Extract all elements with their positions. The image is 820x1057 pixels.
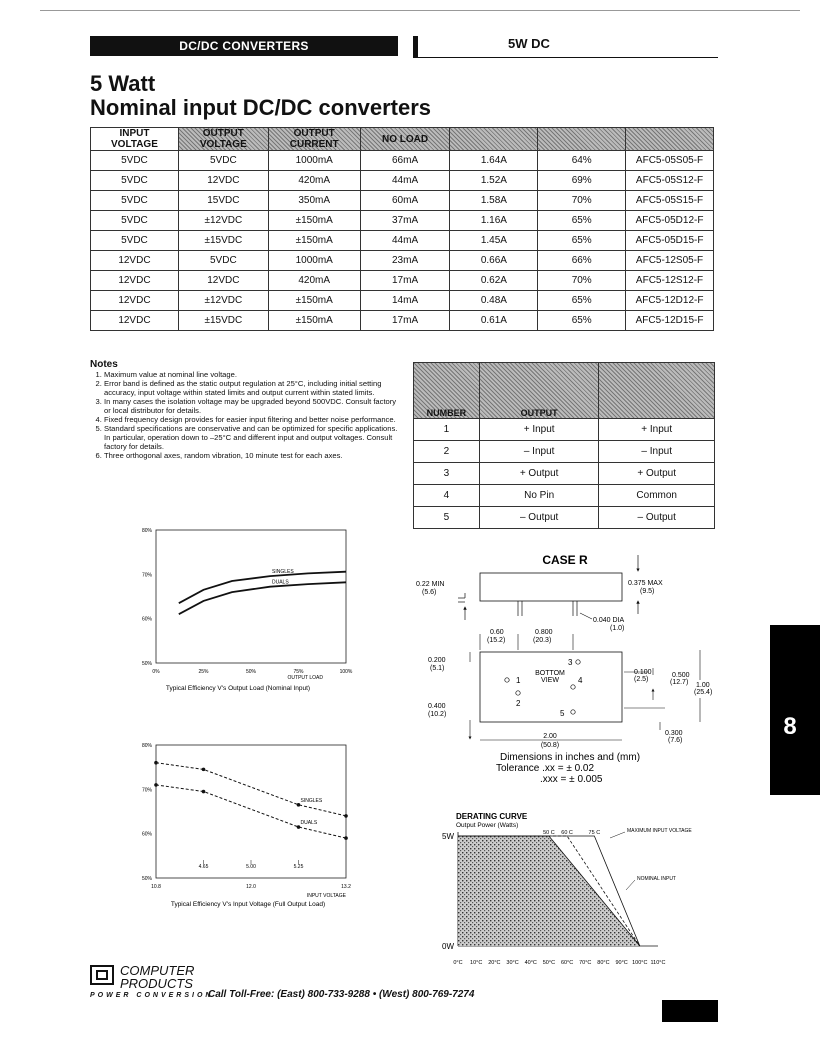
- top-temp-label: 75 C: [588, 830, 601, 836]
- table-cell: 64%: [538, 151, 626, 171]
- table-cell: 12VDC: [91, 251, 179, 271]
- table-cell: 1.64A: [450, 151, 538, 171]
- table-cell: AFC5-05S12-F: [626, 171, 714, 191]
- table-row: [414, 485, 715, 507]
- table-cell: 420mA: [268, 271, 360, 291]
- col-header-no-load: NO LOAD: [360, 128, 450, 151]
- tolerance-line-1: Tolerance .xx = ± 0.02: [496, 763, 595, 774]
- product-header: 5W DC: [508, 36, 550, 51]
- dim-0375-mm: (9.5): [640, 588, 655, 595]
- y-tick-label: 50%: [141, 876, 152, 882]
- table-cell: 1.16A: [450, 211, 538, 231]
- table-cell: AFC5-05S05-F: [626, 151, 714, 171]
- table-cell: 1.52A: [450, 171, 538, 191]
- section-header: DC/DC CONVERTERS: [90, 36, 398, 56]
- x-tick-label: 25%: [198, 669, 209, 675]
- table-cell: 65%: [538, 231, 626, 251]
- series-line-duals: [156, 785, 346, 838]
- table-cell: 12VDC: [178, 271, 268, 291]
- table-cell: 44mA: [360, 231, 450, 251]
- case-side-view: [480, 573, 622, 601]
- table-cell: AFC5-05D15-F: [626, 231, 714, 251]
- y-tick-label: 50%: [141, 661, 152, 667]
- bottom-label: BOTTOM: [535, 670, 565, 677]
- case-bottom-view: [480, 652, 622, 722]
- table-cell: 65%: [538, 211, 626, 231]
- table-row: [91, 291, 714, 311]
- table-cell: AFC5-05S15-F: [626, 191, 714, 211]
- table-cell: 69%: [538, 171, 626, 191]
- y-tick-label: 80%: [141, 528, 152, 534]
- pin-number-1: 1: [516, 676, 521, 685]
- side-tab-number: 8: [783, 713, 797, 740]
- dim-0800: 0.800: [535, 629, 553, 636]
- table-cell: – Input: [479, 441, 599, 463]
- x-tick-label: 20°C: [488, 960, 501, 966]
- y-tick-label: 70%: [141, 787, 152, 794]
- table-cell: 5VDC: [178, 251, 268, 271]
- table-cell: 1.45A: [450, 231, 538, 251]
- table-row: [414, 441, 715, 463]
- pin-hole: [571, 710, 575, 714]
- x-tick-label: 10°C: [470, 960, 483, 966]
- table-row: [91, 211, 714, 231]
- table-cell: + Output: [479, 463, 599, 485]
- table-row: [91, 151, 714, 171]
- chart1-xlabel: OUTPUT LOAD: [287, 675, 323, 681]
- dim-0200-mm: (5.1): [430, 665, 445, 672]
- table-cell: ±15VDC: [178, 231, 268, 251]
- table-cell: AFC5-12S12-F: [626, 271, 714, 291]
- dim-060-mm: (15.2): [487, 637, 506, 644]
- table-cell: ±150mA: [268, 211, 360, 231]
- note-item: 3. In many cases the isolation voltage may be upgraded beyond 500VDC. Consult factory or local distributor for details.: [104, 397, 400, 415]
- table-cell: 14mA: [360, 291, 450, 311]
- table-cell: 12VDC: [91, 291, 179, 311]
- table-cell: 1000mA: [268, 151, 360, 171]
- inner-x-tick-label: 4.65: [198, 864, 209, 870]
- table-cell: AFC5-12D15-F: [626, 311, 714, 331]
- table-cell: 5VDC: [91, 151, 179, 171]
- table-cell: 44mA: [360, 171, 450, 191]
- y-tick-label: 80%: [141, 743, 152, 749]
- dim-0100-mm: (2.5): [634, 676, 649, 683]
- table-cell: 5VDC: [91, 171, 179, 191]
- inner-x-tick-label: 5.00: [246, 864, 256, 870]
- derating-area: [458, 836, 640, 946]
- table-cell: AFC5-05D12-F: [626, 211, 714, 231]
- series-line-singles: [156, 763, 346, 816]
- dim-0040: 0.040 DIA: [593, 617, 625, 624]
- table-row: [91, 191, 714, 211]
- table-cell: 65%: [538, 291, 626, 311]
- x-tick-label: 0%: [152, 669, 160, 675]
- table-cell: 3: [414, 463, 480, 485]
- col-header-input-voltage: INPUT VOLTAGE: [91, 128, 179, 151]
- table-cell: 17mA: [360, 311, 450, 331]
- x-tick-label: 50°C: [542, 960, 556, 966]
- pin-hole: [576, 660, 580, 664]
- pin-hole: [505, 678, 509, 682]
- derating-title: DERATING CURVE: [456, 812, 528, 821]
- table-row: [91, 171, 714, 191]
- y-tick-label: 70%: [141, 572, 152, 579]
- table-cell: Common: [599, 485, 715, 507]
- title-line-2: Nominal input DC/DC converters: [90, 95, 432, 120]
- chart-efficiency-input: [118, 740, 358, 915]
- table-cell: ±150mA: [268, 231, 360, 251]
- chart1-caption: Typical Efficiency V's Output Load (Nominal Input): [165, 685, 311, 692]
- table-cell: 12VDC: [91, 271, 179, 291]
- table-cell: 66%: [538, 251, 626, 271]
- table-cell: 1: [414, 419, 480, 441]
- table-cell: + Input: [479, 419, 599, 441]
- note-item: 4. Fixed frequency design provides for easier input filtering and better noise performance.: [104, 415, 400, 424]
- company-logo-icon: [90, 965, 114, 985]
- x-tick-label: 12.0: [246, 884, 256, 890]
- table-cell: 1.58A: [450, 191, 538, 211]
- dim-100: 1.00: [696, 682, 710, 689]
- col-header-full-load: [450, 128, 538, 151]
- table-cell: 2: [414, 441, 480, 463]
- notes-heading: Notes: [90, 359, 118, 370]
- table-cell: – Output: [599, 507, 715, 529]
- case-title: CASE R: [542, 553, 588, 567]
- title-line-1: 5 Watt: [90, 71, 156, 96]
- chart-efficiency-load: [118, 525, 358, 720]
- chart2-xlabel: INPUT VOLTAGE: [306, 893, 346, 899]
- notes-list: [90, 370, 400, 460]
- dim-0375: 0.375 MAX: [628, 580, 663, 587]
- spec-header-row: [91, 128, 714, 151]
- pin-col-singles: OUTPUT: [479, 363, 599, 419]
- data-point: [154, 783, 158, 787]
- dim-022-mm: (5.6): [422, 589, 437, 596]
- table-cell: 0.66A: [450, 251, 538, 271]
- x-tick-label: 80°C: [597, 960, 610, 966]
- table-cell: 17mA: [360, 271, 450, 291]
- pin-hole: [571, 685, 575, 689]
- note-item: 5. Standard specifications are conservative and can be optimized for specific applications. In particular, operation down to –25°C and different input and output voltages. Consult factory for details.: [104, 424, 400, 451]
- table-cell: 65%: [538, 311, 626, 331]
- x-tick-label: 100%: [339, 669, 353, 675]
- table-cell: 350mA: [268, 191, 360, 211]
- company-tagline: POWER CONVERSION: [90, 992, 214, 999]
- table-cell: + Output: [599, 463, 715, 485]
- table-cell: 12VDC: [91, 311, 179, 331]
- table-row: [91, 251, 714, 271]
- table-cell: 12VDC: [178, 171, 268, 191]
- dims-note: Dimensions in inches and (mm): [499, 752, 641, 763]
- series-label: SINGLES: [300, 797, 323, 804]
- table-cell: 60mA: [360, 191, 450, 211]
- dim-022: 0.22 MIN: [416, 581, 445, 588]
- dim-0200: 0.200: [428, 657, 446, 664]
- table-cell: 70%: [538, 271, 626, 291]
- y-tick-label: 60%: [141, 616, 152, 623]
- table-cell: 420mA: [268, 171, 360, 191]
- header-line: [418, 57, 718, 58]
- dim-200: 2.00: [543, 733, 557, 740]
- y-tick-label: 0W: [442, 942, 454, 951]
- table-cell: 0.62A: [450, 271, 538, 291]
- data-point: [344, 836, 348, 840]
- data-point: [202, 768, 206, 772]
- dim-0500-mm: (12.7): [670, 679, 689, 686]
- table-row: [414, 507, 715, 529]
- table-cell: 5VDC: [91, 231, 179, 251]
- col-header-model: [626, 128, 714, 151]
- note-item: 1. Maximum value at nominal line voltage.: [104, 370, 400, 379]
- spec-table: [90, 127, 714, 331]
- table-cell: ±12VDC: [178, 211, 268, 231]
- pin-number-5: 5: [560, 709, 565, 718]
- series-line-duals: [179, 579, 346, 614]
- table-row: [91, 271, 714, 291]
- notes: [90, 360, 400, 460]
- company-name: COMPUTER PRODUCTS: [120, 963, 195, 991]
- dim-200-mm: (50.8): [540, 742, 560, 749]
- dim-0400: 0.400: [428, 703, 446, 710]
- x-tick-label: 90°C: [615, 960, 628, 966]
- table-cell: 5VDC: [91, 211, 179, 231]
- y-tick-label: 60%: [141, 831, 152, 838]
- x-tick-label: 110°C: [650, 960, 666, 966]
- series-label: DUALS: [272, 579, 289, 586]
- top-temp-label: 60 C: [561, 830, 573, 836]
- derating-subtitle: Output Power (Watts): [456, 822, 519, 829]
- table-cell: + Input: [599, 419, 715, 441]
- chart-derating: [430, 808, 720, 970]
- table-cell: 0.61A: [450, 311, 538, 331]
- pin-number-4: 4: [578, 676, 583, 685]
- dim-060: 0.60: [490, 629, 504, 636]
- col-header-output-voltage: OUTPUT VOLTAGE: [178, 128, 268, 151]
- col-header-efficiency: [538, 128, 626, 151]
- table-cell: No Pin: [479, 485, 599, 507]
- top-rule: [40, 10, 800, 11]
- table-cell: AFC5-12S05-F: [626, 251, 714, 271]
- dim-0500: 0.500: [672, 672, 690, 679]
- table-row: [414, 463, 715, 485]
- table-cell: ±15VDC: [178, 311, 268, 331]
- x-tick-label: 75%: [293, 669, 304, 675]
- tollfree-line: Call Toll-Free: (East) 800-733-9288 • (West) 800-769-7274: [208, 989, 475, 1000]
- pin-header-row: [414, 363, 715, 419]
- pin-col-number: NUMBER: [414, 363, 480, 419]
- note-item: 2. Error band is defined as the static output regulation at 25°C, including initial setting accuracy, input voltage within stated limits and output current within stated limits.: [104, 379, 400, 397]
- table-cell: AFC5-12D12-F: [626, 291, 714, 311]
- table-cell: 70%: [538, 191, 626, 211]
- table-cell: 23mA: [360, 251, 450, 271]
- chart2-frame: [156, 745, 346, 878]
- table-cell: ±150mA: [268, 291, 360, 311]
- dim-0300-mm: (7.6): [668, 737, 683, 744]
- table-cell: ±12VDC: [178, 291, 268, 311]
- pin-table: [413, 362, 715, 529]
- table-cell: 4: [414, 485, 480, 507]
- table-cell: – Output: [479, 507, 599, 529]
- table-row: [91, 311, 714, 331]
- col-header-output-current: OUTPUT CURRENT: [268, 128, 360, 151]
- table-cell: 66mA: [360, 151, 450, 171]
- x-tick-label: 0°C: [453, 960, 463, 966]
- table-cell: 15VDC: [178, 191, 268, 211]
- x-tick-label: 10.8: [151, 884, 161, 890]
- pin-hole: [516, 691, 520, 695]
- y-tick-label: 5W: [442, 832, 454, 841]
- table-cell: ±150mA: [268, 311, 360, 331]
- annotation-nominal-input: NOMINAL INPUT: [637, 876, 676, 882]
- data-point: [154, 761, 158, 765]
- side-tab: [770, 625, 820, 795]
- x-tick-label: 100°C: [632, 960, 648, 966]
- chart1-frame: [156, 530, 346, 663]
- pin-number-3: 3: [568, 658, 573, 667]
- case-drawing: [410, 550, 720, 790]
- table-cell: 5VDC: [178, 151, 268, 171]
- chart2-caption: Typical Efficiency V's Input Voltage (Full Output Load): [170, 901, 326, 908]
- table-row: [91, 231, 714, 251]
- dim-0040-mm: (1.0): [610, 625, 625, 632]
- annotation-max-input: MAXIMUM INPUT VOLTAGE: [627, 828, 692, 834]
- table-cell: 37mA: [360, 211, 450, 231]
- dim-100-mm: (25.4): [694, 689, 713, 696]
- header-bar: [413, 36, 418, 58]
- dim-0100: 0.100: [634, 669, 652, 676]
- pin-col-duals: [599, 363, 715, 419]
- table-cell: 0.48A: [450, 291, 538, 311]
- table-cell: 5: [414, 507, 480, 529]
- x-tick-label: 30°C: [506, 960, 519, 966]
- footer-block: [662, 1000, 718, 1022]
- series-label: DUALS: [300, 820, 318, 827]
- tolerance-line-2: .xxx = ± 0.005: [540, 774, 603, 785]
- dim-0800-mm: (20.3): [533, 637, 552, 644]
- x-tick-label: 50%: [245, 669, 257, 675]
- series-label: SINGLES: [272, 569, 294, 576]
- data-point: [202, 790, 206, 794]
- table-row: [414, 419, 715, 441]
- table-cell: 1000mA: [268, 251, 360, 271]
- dim-0300: 0.300: [665, 730, 683, 737]
- dim-0400-mm: (10.2): [428, 711, 447, 718]
- page-title: [90, 72, 431, 120]
- x-tick-label: 40°C: [524, 960, 537, 966]
- table-cell: 5VDC: [91, 191, 179, 211]
- inner-x-tick-label: 5.25: [293, 864, 304, 870]
- x-tick-label: 70°C: [579, 960, 592, 966]
- top-temp-label: 50 C: [543, 830, 555, 836]
- x-tick-label: 13.2: [341, 884, 351, 890]
- x-tick-label: 60°C: [560, 960, 574, 966]
- note-item: 6. Three orthogonal axes, random vibration, 10 minute test for each axes.: [104, 451, 400, 460]
- data-point: [344, 814, 348, 818]
- pin-number-2: 2: [516, 699, 521, 708]
- view-label: VIEW: [541, 677, 559, 684]
- table-cell: – Input: [599, 441, 715, 463]
